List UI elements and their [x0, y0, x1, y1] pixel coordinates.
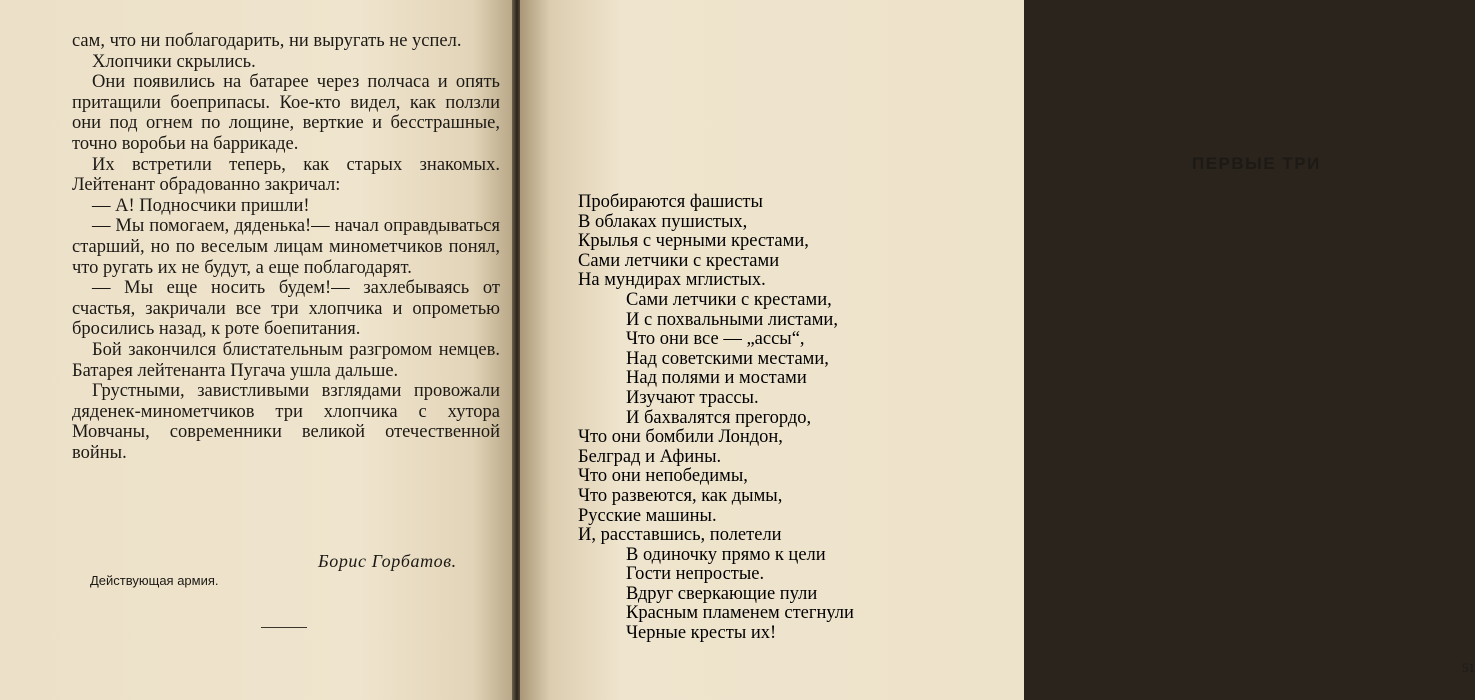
- poem-line: В одиночку прямо к цели: [626, 544, 826, 565]
- poem-line: Сами летчики с крестами: [578, 250, 780, 271]
- poem-text: [578, 193, 854, 644]
- poem-line: Что они бомбили Лондон,: [578, 427, 783, 448]
- poem-line: Русские машины.: [578, 505, 717, 526]
- story-paragraph: Хлопчики скрылись.: [92, 51, 256, 72]
- poem-line: В облаках пушистых,: [578, 211, 748, 232]
- author-signature: Борис Горбатов.: [318, 551, 457, 571]
- poem-line: Крылья с черными крестами,: [578, 231, 809, 252]
- story-paragraph: Они появились на батарее через полчаса и опять притащили боеприпасы. Кое-кто видел, как ползли они под огнем по лощине, верткие и бесстрашные, точно воробьи на баррикаде.: [72, 72, 500, 154]
- poem-line: Что они непобедимы,: [578, 466, 748, 487]
- story-paragraph: — Мы еще носить будем!— захлебываясь от счастья, закричали все три хлопчика и опрометью бросились назад, к роте боепитания.: [72, 278, 500, 340]
- story-paragraph: — Мы помогаем, дяденька!— начал оправдываться старший, но по веселым лицам минометчиков понял, что ругать их не будут, а еще поблагодарят.: [72, 216, 500, 278]
- story-paragraph: Бой закончился блистательным разгромом немцев. Батарея лейтенанта Пугача ушла дальше.: [72, 339, 500, 381]
- page-number: 51: [1462, 660, 1475, 675]
- poem-line: Что они все — „ассы“,: [626, 329, 805, 350]
- poem-line: Гости непростые.: [626, 564, 765, 585]
- poem-line: И бахвалятся прегордо,: [626, 407, 812, 428]
- poem-line: Белград и Афины.: [578, 446, 722, 467]
- poem-line: Пробираются фашисты: [578, 192, 763, 212]
- poem-line: И с похвальными листами,: [626, 309, 838, 330]
- poem-line: И, расставшись, полетели: [578, 525, 782, 546]
- location-note: Действующая армия.: [90, 573, 219, 588]
- story-text: [72, 31, 500, 463]
- poem-line: Над советскими местами,: [626, 348, 829, 369]
- poem-line: Над полями и мостами: [626, 368, 807, 389]
- story-paragraph: Грустными, завистливыми взглядами провожали дяденек-минометчиков три хлопчика с хутора Мовчаны, современники великой отечественной войны.: [72, 381, 500, 463]
- poem-line: Черные кресты их!: [626, 623, 777, 644]
- poem-line: Сами летчики с крестами,: [626, 289, 832, 310]
- poem-line: Что развеются, как дымы,: [578, 485, 783, 506]
- poem-line: На мундирах мглистых.: [578, 270, 766, 291]
- poem-title: ПЕРВЫЕ ТРИ: [1192, 154, 1321, 173]
- story-paragraph: — А! Подносчики пришли!: [92, 195, 310, 216]
- poem-line: Изучают трассы.: [626, 387, 759, 408]
- poem-line: Красным пламенем стегнули: [626, 603, 854, 624]
- poem-line: Вдруг сверкающие пули: [626, 583, 818, 604]
- story-paragraph: сам, что ни поблагодарить, ни выругать не успел.: [72, 31, 462, 51]
- story-paragraph: Их встретили теперь, как старых знакомых. Лейтенант обрадованно закричал:: [72, 154, 500, 196]
- section-divider: [261, 627, 307, 628]
- left-page: [0, 0, 514, 700]
